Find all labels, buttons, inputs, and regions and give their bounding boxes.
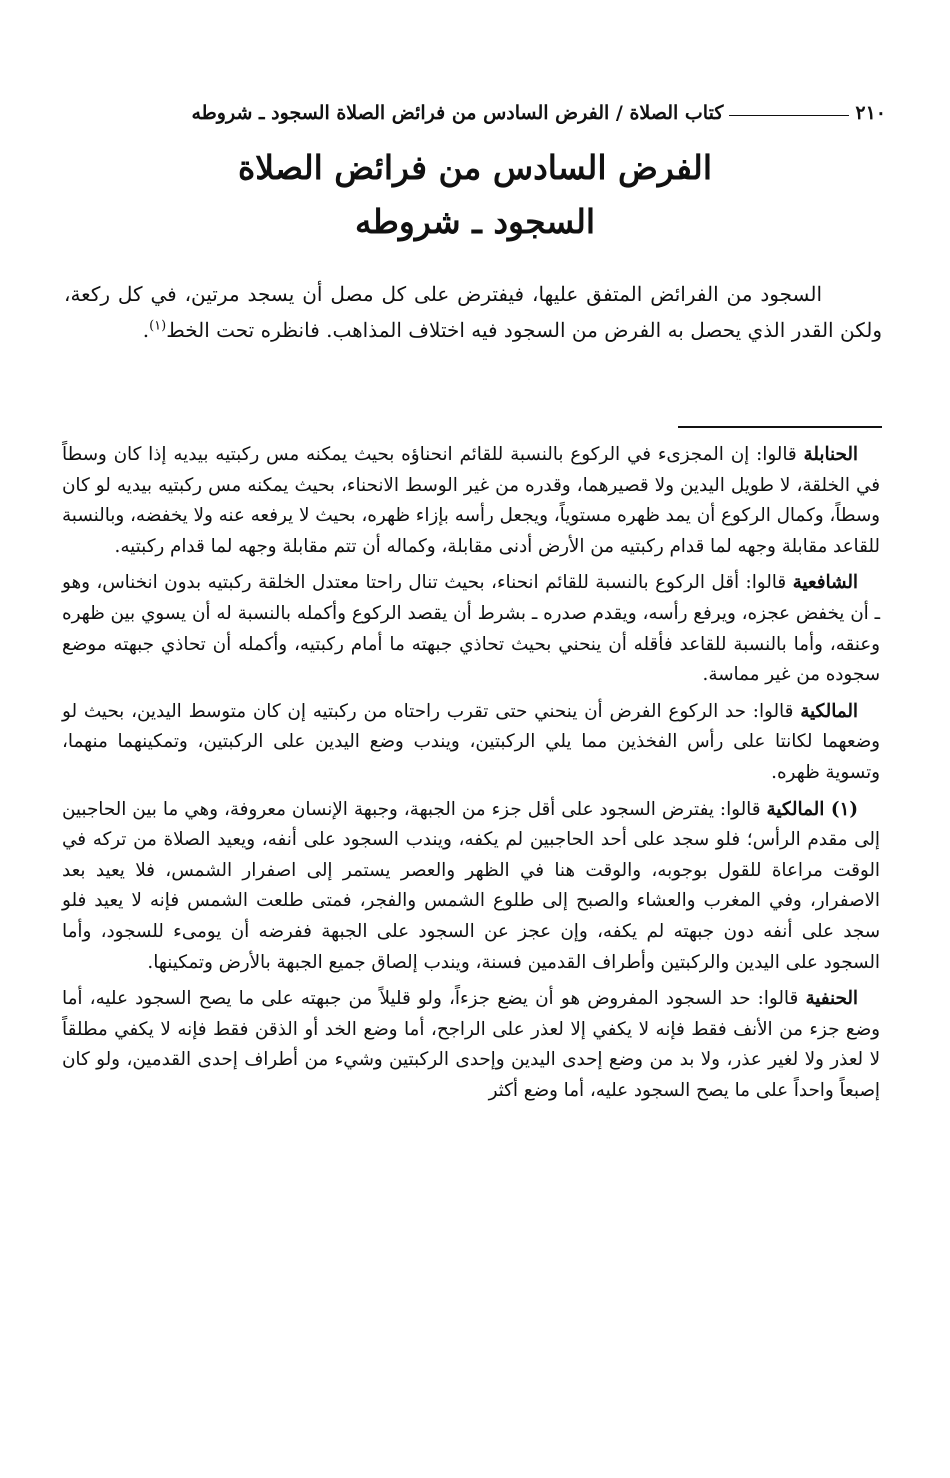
school-name: الحنفية [805,988,858,1010]
footnote-text: قالوا: إن المجزىء في الركوع بالنسبة للقائم انحناؤه بحيث يمكنه مس ركبتيه بيديه إذا كان وسطاً في الخلقة، لا طويل اليدين ولا قصيرهما، وقدره من غير الوسط الانحناء، بحيث يمكنه مس ركبتيه بيديه لو كان وسطاً، وكمال الركوع أن يمد ظهره مستوياً، ويجعل رأسه بإزاء ظهره، بحيث لا يرفعه عنه ولا يخفضه، وبالنسبة للقاعد مقابلة وجهه لما قدام ركبتيه من الأرض أدنى مقابلة، وكماله أن تتم مقابلة وجهه لما قدام ركبتيه. [62,444,880,557]
school-name: الحنابلة [803,444,858,465]
school-name: (١) المالكية [766,798,858,820]
footnote-paragraph-hanbali [62,440,880,562]
footnote-reference: (١) [149,318,167,334]
running-title: كتاب الصلاة / الفرض السادس من فرائض الصلاة السجود ـ شروطه [191,102,724,124]
footnote-paragraph-hanafi [62,984,880,1106]
footnote-text: قالوا: أقل الركوع بالنسبة للقائم انحناء، بحيث تنال راحتا معتدل الخلقة ركبتيه بدون انخناس، وهو ـ أن يخفض عجزه، ويرفع رأسه، ويقدم صدره ـ بشرط أن يقصد الركوع وأكمله بالنسبة له أن يسوي بين ظهره وعنقه، وأما بالنسبة للقاعد فأقله أن ينحني بحيث تحاذي جبهته ما أمام ركبتيه، وأكمله أن تحاذي جبهته موضع سجوده من غير مماسة. [62,572,880,686]
school-name: المالكية [800,700,858,722]
main-paragraph-text: السجود من الفرائض المتفق عليها، فيفترض على كل مصل أن يسجد مرتين، في كل ركعة، ولكن القدر الذي يحصل به الفرض من السجود فيه اختلاف المذاهب. فانظره تحت الخط [64,282,882,342]
footnote-paragraph-shafii [62,568,880,690]
footnote-text: قالوا: يفترض السجود على أقل جزء من الجبهة، وجبهة الإنسان معروفة، وهي ما بين الحاجبين إلى مقدم الرأس؛ فلو سجد على أحد الحاجبين لم يكفه، ويندب السجود على أنفه، ويعيد الصلاة من تركه في الوقت مراعاة للقول بوجوبه، والوقت هنا في الظهر والعصر يستمر إلى اصفرار الشمس، فلا يعيد بعد الاصفرار، وفي المغرب والعشاء والصبح إلى طلوع الشمس والفجر، فمتى طلعت الشمس فإنه لا يعيد فلو سجد على أنفه دون جبهته لم يكفه، وإن عجز عن السجود على الجبهة ففرضه أن يومىء للسجود، وأما السجود على اليدين والركبتين وأطراف القدمين فسنة، ويندب إلصاق جميع الجبهة بالأرض وتمكينها. [62,798,880,973]
header-rule [729,115,849,116]
running-header [60,102,886,124]
main-paragraph-end: . [142,318,150,342]
chapter-title: الفرض السادس من فرائض الصلاة [237,148,713,187]
footnotes-section [62,440,880,1112]
footnote-paragraph-maliki-sujud [62,795,880,979]
footnote-paragraph-maliki [62,697,880,789]
page-number: ٢١٠ [855,102,886,124]
footnote-text: قالوا: حد السجود المفروض هو أن يضع جزءاً، ولو قليلاً من جبهته على ما يصح السجود عليه، أما وضع جزء من الأنف فقط فإنه لا يكفي إلا لعذر على الراجح، أما وضع الخد أو الذقن فقط فإنه لا يكفي مطلقاً لا لعذر ولا لغير عذر، ولا بد من وضع إحدى اليدين وإحدى الركبتين وشيء من أطراف إحدى القدمين، ولو كان إصبعاً واحداً على ما يصح السجود عليه، أما وضع أكثر [62,988,880,1101]
main-paragraph [64,276,882,348]
footnote-text: قالوا: حد الركوع الفرض أن ينحني حتى تقرب راحتاه من ركبتيه إن كان متوسط اليدين، بحيث لو وضعهما لكانتا على رأس الفخذين مما يلي الركبتين، ويندب وضع اليدين على الركبتين، وتمكينهما منهما، وتسوية ظهره. [62,700,880,783]
chapter-subtitle: السجود ـ شروطه [354,202,596,241]
footnote-divider [678,426,882,428]
school-name: الشافعية [792,572,858,594]
